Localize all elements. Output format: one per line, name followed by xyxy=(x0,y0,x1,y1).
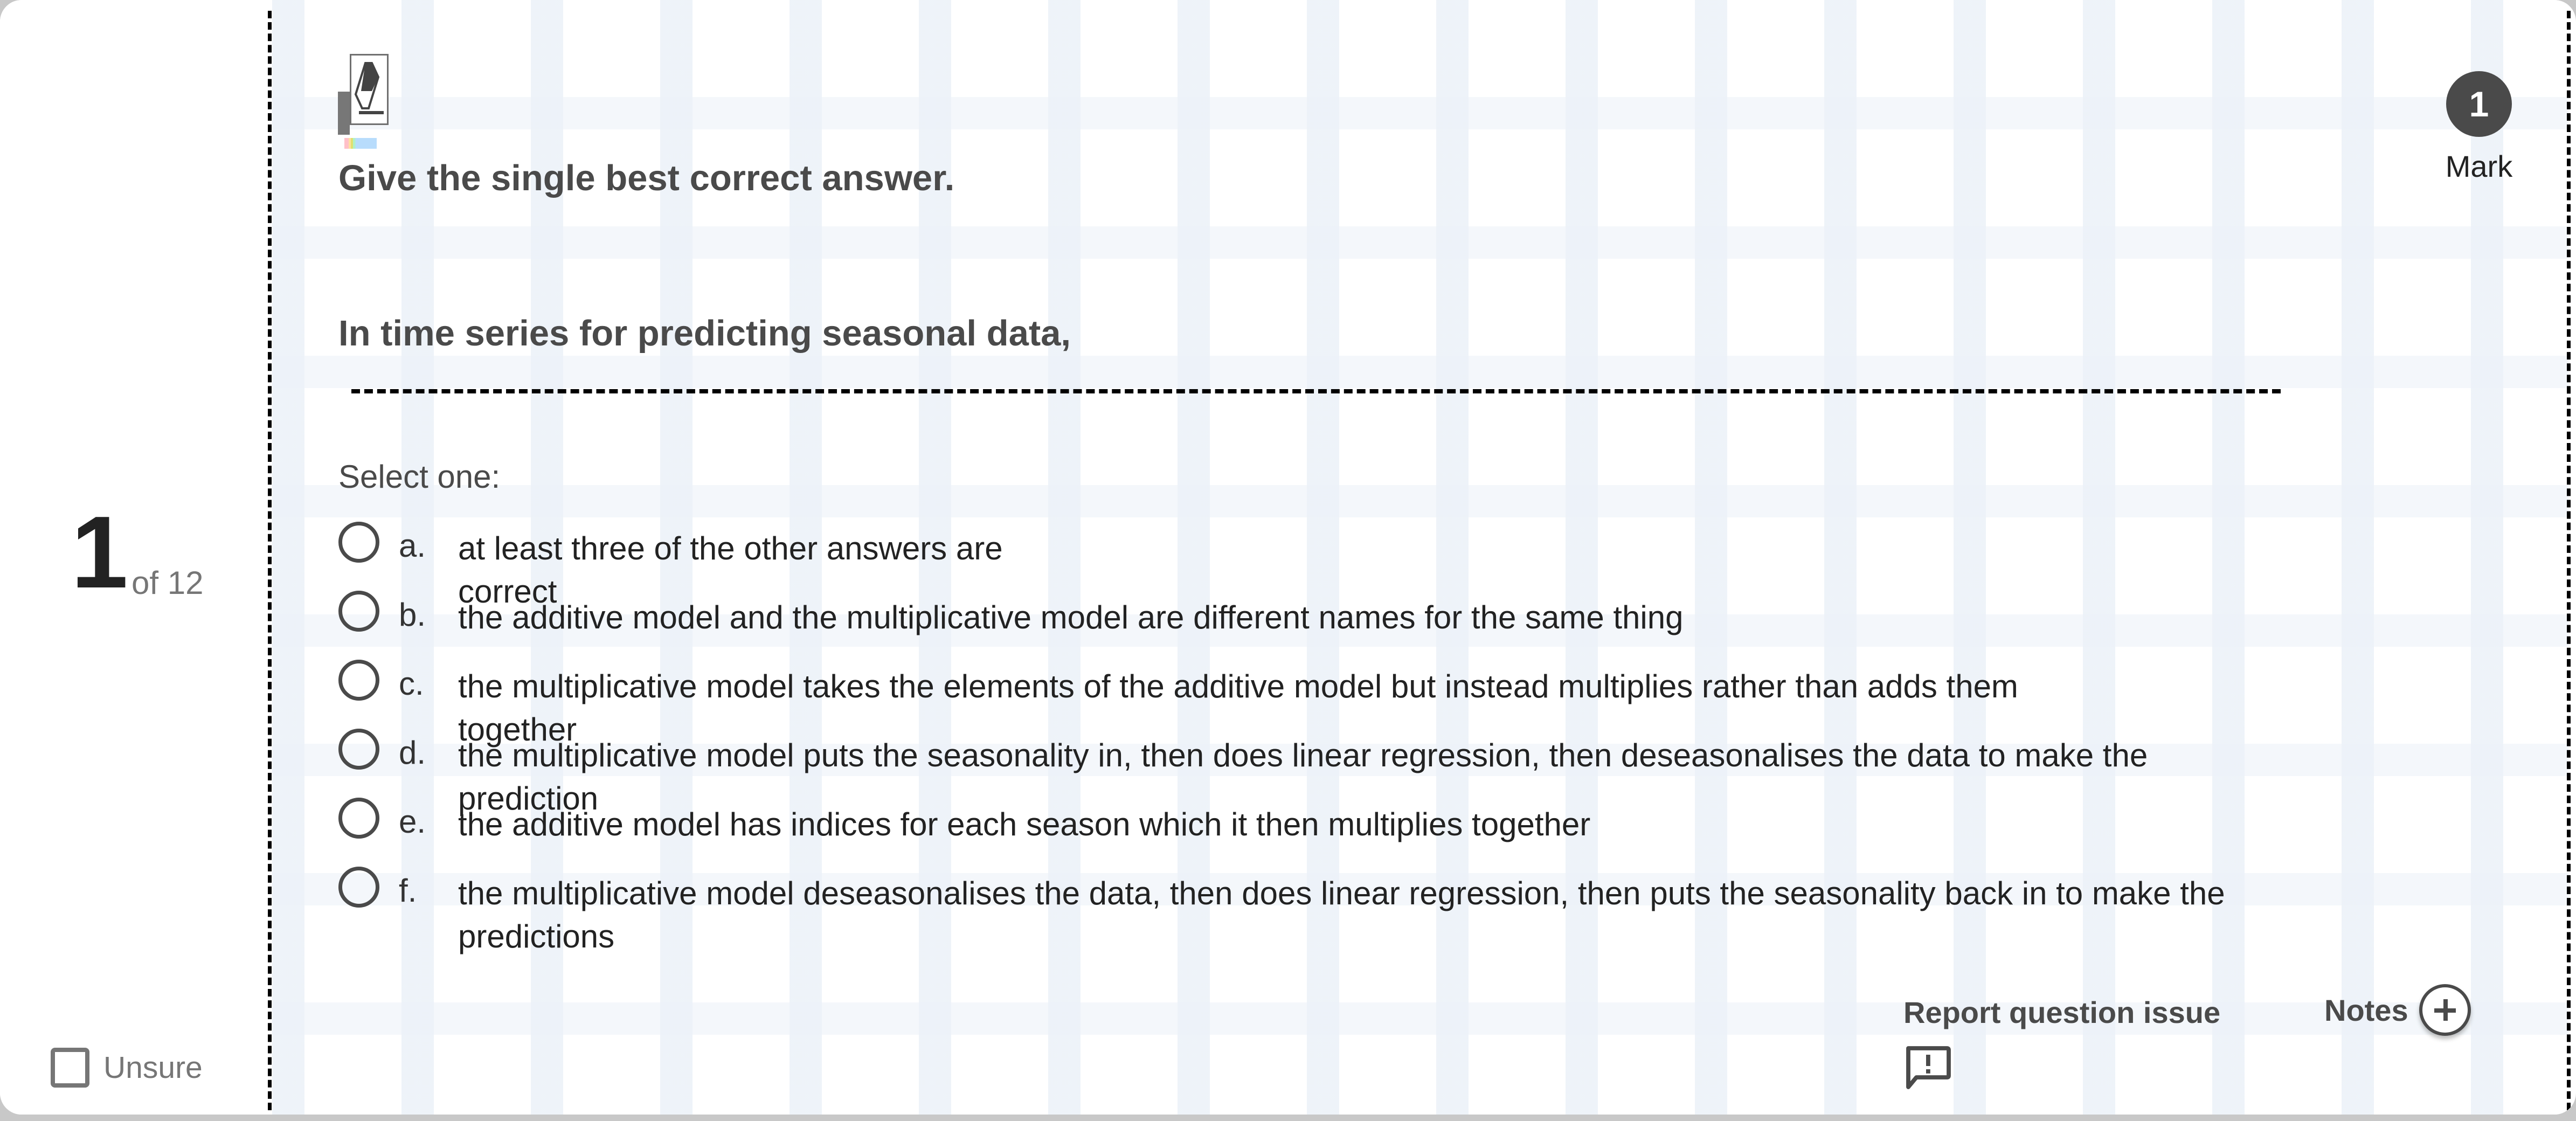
question-text: In time series for predicting seasonal data, xyxy=(338,313,1071,354)
question-nav-panel xyxy=(0,0,269,1115)
option-letter: f. xyxy=(399,873,417,909)
instruction-text: Give the single best correct answer. xyxy=(338,158,955,198)
radio-button[interactable] xyxy=(338,798,379,839)
eraser-button[interactable] xyxy=(350,54,389,125)
unsure-checkbox[interactable] xyxy=(51,1048,203,1088)
radio-button[interactable] xyxy=(338,522,379,563)
option-text: the additive model and the multiplicative model are different names for the same thing xyxy=(458,599,1684,635)
radio-button[interactable] xyxy=(338,591,379,632)
option-letter: c. xyxy=(399,666,424,702)
report-label: Report question issue xyxy=(1903,995,2221,1029)
notes-button[interactable] xyxy=(2324,984,2471,1036)
mark-badge: 1 xyxy=(2446,71,2512,137)
report-question-issue-button[interactable] xyxy=(1903,995,2220,1090)
unsure-label: Unsure xyxy=(103,1050,203,1085)
mark-indicator xyxy=(2414,71,2544,184)
option-letter: a. xyxy=(399,528,426,564)
blank-line xyxy=(351,389,2281,393)
option-letter: b. xyxy=(399,597,426,633)
eraser-icon[interactable] xyxy=(338,54,435,151)
speech-bubble-exclamation-icon[interactable] xyxy=(1903,1045,1952,1090)
select-one-label: Select one: xyxy=(338,459,501,495)
color-strip xyxy=(344,138,377,149)
notes-label: Notes xyxy=(2324,993,2408,1027)
checkbox-icon[interactable] xyxy=(51,1048,89,1088)
option-text: at least three of the other answers are correct xyxy=(458,530,1003,610)
option-text: the multiplicative model puts the seasonality in, then does linear regression, then deseasonalises the data to make the prediction xyxy=(458,737,2148,816)
mark-label: Mark xyxy=(2445,149,2513,183)
radio-button[interactable] xyxy=(338,867,379,908)
option-letter: e. xyxy=(399,804,426,840)
question-number: 1 xyxy=(71,495,128,610)
option-text: the multiplicative model deseasonalises the data, then does linear regression, then puts the seasonality back in to make the predictions xyxy=(458,875,2225,954)
eraser-glyph-icon xyxy=(351,56,387,123)
radio-button[interactable] xyxy=(338,660,379,701)
eraser-shadow xyxy=(338,92,350,135)
option-letter: d. xyxy=(399,735,426,771)
option-text: the multiplicative model takes the elements of the additive model but instead multiplies rather than adds them together xyxy=(458,668,2018,748)
right-divider xyxy=(2567,11,2571,1110)
option-text: the additive model has indices for each season which it then multiplies together xyxy=(458,806,1591,842)
plus-circle-icon[interactable] xyxy=(2419,984,2471,1036)
question-total: of 12 xyxy=(131,565,204,601)
left-divider xyxy=(268,11,272,1110)
radio-button[interactable] xyxy=(338,729,379,770)
